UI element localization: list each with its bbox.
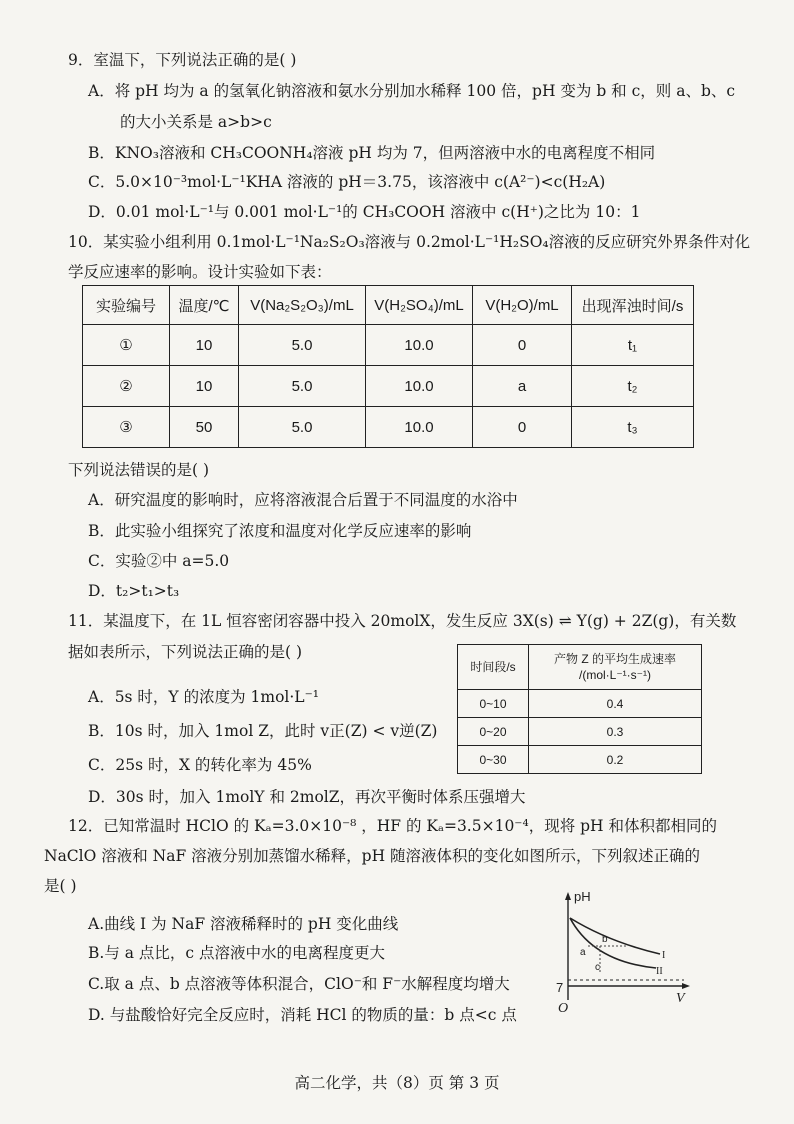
table-cell: 5.0 <box>239 325 366 366</box>
table-row <box>83 407 694 448</box>
q12-stem-line1: 12．已知常温时 HClO 的 Kₐ=3.0×10⁻⁸ ，HF 的 Kₐ=3.5×10⁻⁴，现将 pH 和体积都相同的 <box>68 817 717 835</box>
q11-option-a: A．5s 时，Y 的浓度为 1mol·L⁻¹ <box>88 688 319 706</box>
curve-ii-label: II <box>656 966 663 977</box>
col-header: V(Na₂S₂O₃)/mL <box>239 286 366 325</box>
col-header <box>529 645 702 690</box>
col-header: 出现浑浊时间/s <box>572 286 694 325</box>
col-header-line1: 产物 Z 的平均生成速率 <box>554 652 676 666</box>
col-header-line2: /(mol·L⁻¹·s⁻¹) <box>579 668 651 682</box>
table-cell: 5.0 <box>239 366 366 407</box>
table-cell: 0.2 <box>529 746 702 774</box>
table-cell: 0 <box>473 325 572 366</box>
table-row <box>458 718 702 746</box>
q10-stem-line1: 10．某实验小组利用 0.1mol·L⁻¹Na₂S₂O₃溶液与 0.2mol·L⁻¹H₂SO₄溶液的反应研究外界条件对化 <box>68 233 751 251</box>
q9-option-b: B．KNO₃溶液和 CH₃COONH₄溶液 pH 均为 7，但两溶液中水的电离程度不相同 <box>88 144 656 162</box>
table-cell: 50 <box>170 407 239 448</box>
table-cell: 0~20 <box>458 718 529 746</box>
q9-option-a-line1: A．将 pH 均为 a 的氢氧化钠溶液和氨水分别加水稀释 100 倍，pH 变为 b 和 c，则 a、b、c <box>88 82 736 100</box>
q9-option-c: C．5.0×10⁻³mol·L⁻¹KHA 溶液的 pH＝3.75，该溶液中 c(A²⁻)<c(H₂A) <box>88 173 606 191</box>
q12-option-d: D. 与盐酸恰好完全反应时，消耗 HCl 的物质的量：b 点<c 点 <box>88 1006 517 1024</box>
experiment-table <box>82 285 694 448</box>
q9-option-d: D．0.01 mol·L⁻¹与 0.001 mol·L⁻¹的 CH₃COOH 溶液中 c(H⁺)之比为 10：1 <box>88 203 641 221</box>
table-cell: 10 <box>170 325 239 366</box>
curve-i-label: I <box>662 950 666 961</box>
q11-option-b: B．10s 时，加入 1mol Z，此时 v正(Z) < v逆(Z) <box>88 722 438 740</box>
q12-option-b: B.与 a 点比，c 点溶液中水的电离程度更大 <box>88 944 386 962</box>
table-cell: ① <box>83 325 170 366</box>
table-cell: t₁ <box>572 325 694 366</box>
table-cell: 5.0 <box>239 407 366 448</box>
q10-option-d: D．t₂>t₁>t₃ <box>88 582 180 600</box>
q10-stem-line2: 学反应速率的影响。设计实验如下表： <box>68 263 332 281</box>
table-row <box>83 325 694 366</box>
table-header-row <box>83 286 694 325</box>
q12-option-c: C.取 a 点、b 点溶液等体积混合，ClO⁻和 F⁻水解程度均增大 <box>88 975 510 993</box>
point-b-label: b <box>602 934 608 945</box>
col-header: 实验编号 <box>83 286 170 325</box>
q10-option-c: C．实验②中 a=5.0 <box>88 552 230 570</box>
table-row <box>458 690 702 718</box>
table-cell: 10.0 <box>366 325 473 366</box>
table-cell: 0.4 <box>529 690 702 718</box>
table-cell: 10.0 <box>366 407 473 448</box>
ph-dilution-graph <box>556 888 696 1018</box>
table-cell: 10.0 <box>366 366 473 407</box>
table-cell: 0~10 <box>458 690 529 718</box>
ph7-label: 7 <box>556 980 564 995</box>
table-header-row <box>458 645 702 690</box>
q9-stem: 9．室温下，下列说法正确的是( ) <box>68 51 297 69</box>
q11-option-c: C．25s 时，X 的转化率为 45% <box>88 756 312 774</box>
table-cell: a <box>473 366 572 407</box>
y-axis-label: pH <box>574 889 591 904</box>
q9-option-a-line2: 的大小关系是 a>b>c <box>120 113 272 131</box>
table-row <box>83 366 694 407</box>
table-cell: 0 <box>473 407 572 448</box>
table-cell: 0.3 <box>529 718 702 746</box>
page-footer: 高二化学，共（8）页 第 3 页 <box>294 1074 500 1092</box>
q11-option-d: D．30s 时，加入 1molY 和 2molZ，再次平衡时体系压强增大 <box>88 788 526 806</box>
y-axis-arrow <box>565 892 571 900</box>
q11-stem-line2: 据如表所示，下列说法正确的是( ) <box>68 643 303 661</box>
table-cell: t₃ <box>572 407 694 448</box>
q10-option-b: B．此实验小组探究了浓度和温度对化学反应速率的影响 <box>88 522 472 540</box>
q12-stem-line2: NaClO 溶液和 NaF 溶液分别加蒸馏水稀释，pH 随溶液体积的变化如图所示，下列叙述正确的 <box>44 847 701 865</box>
q11-stem-line1: 11．某温度下，在 1L 恒容密闭容器中投入 20molX，发生反应 3X(s) ⇌ Y(g) + 2Z(g)，有关数 <box>68 612 737 630</box>
table-cell: t₂ <box>572 366 694 407</box>
origin-label: O <box>558 1001 569 1016</box>
table-cell: ③ <box>83 407 170 448</box>
q12-option-a: A.曲线 I 为 NaF 溶液稀释时的 pH 变化曲线 <box>88 915 399 933</box>
rate-table <box>457 644 702 774</box>
point-c-label: c <box>595 962 600 973</box>
q10-ask: 下列说法错误的是( ) <box>68 461 210 479</box>
col-header: 温度/℃ <box>170 286 239 325</box>
col-header: 时间段/s <box>458 645 529 690</box>
x-axis-arrow <box>682 983 690 989</box>
x-axis-label: V <box>676 991 685 1006</box>
col-header: V(H₂O)/mL <box>473 286 572 325</box>
q12-stem-line3: 是( ) <box>44 877 77 895</box>
col-header: V(H₂SO₄)/mL <box>366 286 473 325</box>
table-row <box>458 746 702 774</box>
table-cell: 10 <box>170 366 239 407</box>
q10-option-a: A．研究温度的影响时，应将溶液混合后置于不同温度的水浴中 <box>88 491 518 509</box>
table-cell: ② <box>83 366 170 407</box>
point-a-label: a <box>580 947 586 958</box>
table-cell: 0~30 <box>458 746 529 774</box>
